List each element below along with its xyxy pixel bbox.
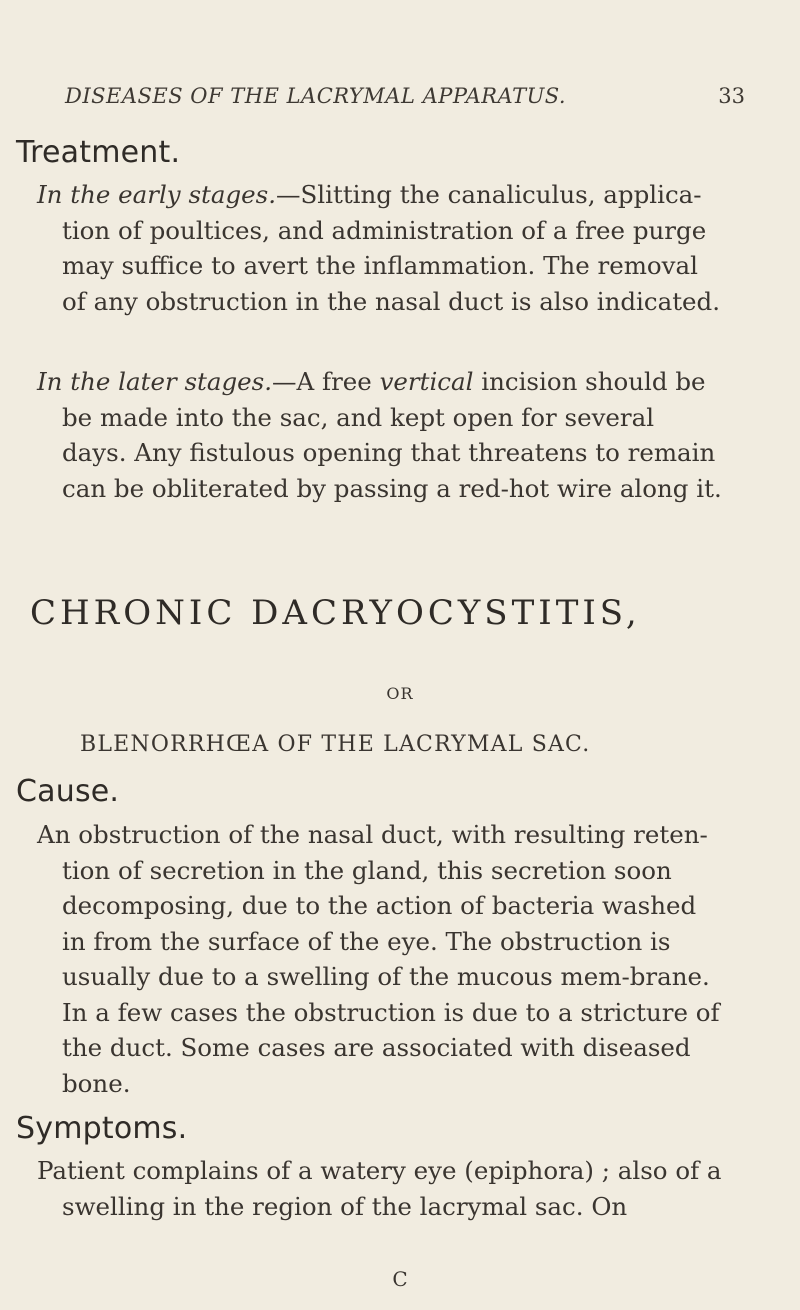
cause-paragraph: An obstruction of the nasal duct, with resulting reten-tion of secretion in the gland, this secretion soon decomposing, due to the action of bacteria washed in from the surface of the eye. The obstruction is usually due to a swelling of the mucous mem-brane. In a few cases the obstruction is due to a stricture of the duct. Some cases are associated with diseased bone. (37, 820, 720, 1098)
later-stages-emphasis: vertical (379, 367, 474, 396)
section-or: OR (386, 684, 414, 703)
running-head-title: DISEASES OF THE LACRYMAL APPARATUS. (65, 84, 567, 108)
early-stages-lead: In the early stages. (37, 180, 277, 209)
running-head (65, 84, 745, 108)
page-number: 33 (718, 84, 745, 108)
section-subtitle: BLENORRHŒA OF THE LACRYMAL SAC. (80, 732, 591, 757)
symptoms-paragraph: Patient complains of a watery eye (epiphora) ; also of a swelling in the region of the lacrymal sac. On (37, 1156, 722, 1221)
later-stages-text-before: —A free (272, 367, 380, 396)
section-title: CHRONIC DACRYOCYSTITIS, (30, 593, 641, 633)
treatment-heading: Treatment. (16, 135, 181, 170)
cause-heading: Cause. (16, 774, 120, 809)
treatment-early-paragraph (37, 177, 722, 319)
later-stages-text-after: incision should be be made into the sac, and kept open for several days. Any fistulous opening that threatens to remain can be obliterated by passing a red-hot wire along it. (62, 367, 722, 503)
treatment-later-paragraph (37, 364, 722, 506)
symptoms-heading: Symptoms. (16, 1111, 188, 1146)
later-stages-lead: In the later stages. (37, 367, 273, 396)
early-stages-text: —Slitting the canaliculus, applica-tion of poultices, and administration of a free purge may suffice to avert the inflammation. The removal of any obstruction in the nasal duct is also indicated. (62, 180, 721, 316)
signature-mark: C (392, 1267, 408, 1291)
